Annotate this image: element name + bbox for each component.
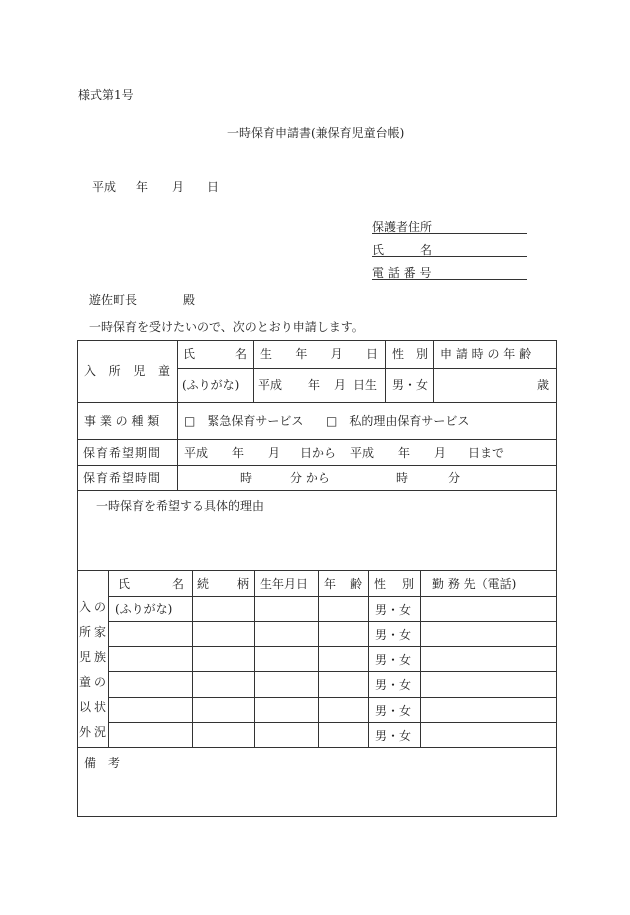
rule [108, 570, 109, 747]
header-char: 性 [392, 347, 405, 361]
header-char: 生 [260, 347, 273, 361]
guardian-phone-label: 電 話 番 号 [372, 266, 432, 280]
honorific: 殿 [183, 293, 196, 307]
family-age-header [324, 577, 362, 591]
period-from-month: 月 [268, 446, 281, 460]
family-name-header [118, 577, 184, 591]
header-char: 名 [234, 347, 247, 361]
rule [318, 570, 319, 747]
birth-month: 月 [334, 378, 347, 392]
guardian-address-field[interactable] [372, 218, 527, 234]
intro-text: 一時保育を受けたいので、次のとおり申請します。 [89, 320, 364, 334]
header-char: 続 [197, 577, 210, 591]
side-char: 族 [94, 650, 107, 664]
rule [177, 368, 557, 369]
form-number: 様式第1号 [78, 88, 134, 102]
hours-label: 保育希望時間 [83, 471, 162, 485]
rule [77, 465, 557, 466]
side-char: 家 [94, 625, 107, 639]
hours-field[interactable] [240, 471, 470, 485]
birth-year: 年 [308, 378, 321, 392]
period-from-day: 日から [300, 446, 337, 460]
rule [177, 402, 178, 490]
header-char: 年 [324, 577, 337, 591]
rule [385, 340, 386, 402]
rule [177, 340, 178, 402]
child-sex-field[interactable]: 男・女 [392, 378, 429, 392]
rule [77, 570, 557, 571]
rule [253, 340, 254, 402]
period-label: 保育希望期間 [83, 446, 162, 460]
child-furigana-field[interactable]: (ふりがな) [182, 378, 240, 392]
header-char: 名 [171, 577, 184, 591]
rule [108, 646, 557, 647]
rule [77, 402, 557, 403]
family-sex-field[interactable]: 男・女 [375, 678, 412, 692]
header-char: 齢 [349, 577, 362, 591]
hours-to-minute: 分 [448, 471, 461, 485]
family-sex-header [374, 577, 414, 591]
guardian-name-field[interactable] [372, 241, 527, 257]
private-care-checkbox[interactable]: □ 私的理由保育サービス [326, 414, 470, 428]
addressee: 遊佐町長 [89, 293, 138, 307]
side-char: 況 [94, 725, 107, 739]
side-char: の [94, 600, 107, 614]
header-char: 性 [374, 577, 387, 591]
period-to-day: 日まで [468, 446, 505, 460]
header-char: 柄 [236, 577, 249, 591]
child-row-label [84, 364, 170, 378]
period-from-era: 平成 [184, 446, 209, 460]
rule [433, 340, 434, 402]
side-char: 以 [79, 700, 92, 714]
child-sex-header [392, 347, 428, 361]
family-sex-field[interactable]: 男・女 [375, 653, 412, 667]
applicant-block [372, 218, 527, 284]
label-char: 童 [157, 364, 170, 378]
child-age-unit: 歳 [537, 378, 550, 392]
family-side-label [79, 598, 107, 746]
side-char: 児 [79, 650, 92, 664]
rule [108, 697, 557, 698]
period-from-year: 年 [232, 446, 245, 460]
date-line [92, 178, 220, 194]
period-to-year: 年 [398, 446, 411, 460]
rule [254, 570, 255, 747]
rule [192, 570, 193, 747]
period-to-month: 月 [434, 446, 447, 460]
rule [108, 621, 557, 622]
header-char: 日 [365, 347, 378, 361]
rule [108, 596, 557, 597]
header-char: 別 [415, 347, 428, 361]
family-birth-header: 生年月日 [260, 577, 309, 591]
side-char: 状 [94, 700, 107, 714]
hours-from-minute: 分 から [290, 471, 330, 485]
rule [77, 747, 557, 748]
birth-day: 日生 [353, 378, 378, 392]
header-char: 年 [295, 347, 308, 361]
remarks-field[interactable] [78, 772, 556, 816]
rule [420, 570, 421, 747]
date-year: 年 [136, 180, 149, 194]
side-char: 所 [79, 625, 92, 639]
side-char: 外 [79, 725, 92, 739]
child-birth-header [260, 347, 378, 361]
guardian-address-label: 保護者住所 [372, 220, 433, 234]
rule [108, 671, 557, 672]
family-sex-field[interactable]: 男・女 [375, 628, 412, 642]
family-sex-field[interactable]: 男・女 [375, 704, 412, 718]
reason-field[interactable] [78, 515, 556, 569]
hours-from-hour: 時 [240, 471, 253, 485]
label-char: 入 [84, 364, 97, 378]
rule [77, 490, 557, 491]
header-char: 氏 [183, 347, 196, 361]
side-char: 童 [79, 675, 92, 689]
child-name-header [183, 347, 247, 361]
service-label: 事 業 の 種 類 [84, 414, 160, 428]
date-month: 月 [172, 180, 185, 194]
emergency-care-checkbox[interactable]: □ 緊急保育サービス [184, 414, 304, 428]
remarks-label: 備 考 [84, 756, 121, 770]
family-relation-header [197, 577, 249, 591]
child-birth-field[interactable] [258, 378, 382, 392]
rule [368, 570, 369, 747]
birth-era: 平成 [258, 378, 283, 392]
side-char: 入 [79, 600, 92, 614]
header-char: 氏 [118, 577, 131, 591]
family-sex-field[interactable]: 男・女 [375, 603, 412, 617]
rule [108, 722, 557, 723]
guardian-name-label: 氏 名 [372, 243, 433, 257]
family-work-header: 勤 務 先（電話) [432, 577, 517, 591]
form-title: 一時保育申請書(兼保育児童台帳) [227, 126, 405, 140]
child-age-header: 申 請 時 の 年 齢 [440, 347, 532, 361]
family-furigana: (ふりがな) [115, 602, 173, 616]
guardian-phone-field[interactable] [372, 264, 527, 280]
label-char: 所 [108, 364, 121, 378]
period-field[interactable] [184, 446, 514, 460]
date-day: 日 [207, 180, 220, 194]
family-sex-field[interactable]: 男・女 [375, 729, 412, 743]
rule [77, 439, 557, 440]
date-era: 平成 [92, 180, 117, 194]
label-char: 児 [133, 364, 146, 378]
header-char: 別 [401, 577, 414, 591]
hours-to-hour: 時 [396, 471, 409, 485]
side-char: の [94, 675, 107, 689]
reason-label: 一時保育を希望する具体的理由 [96, 499, 265, 513]
header-char: 月 [330, 347, 343, 361]
period-to-era: 平成 [350, 446, 375, 460]
